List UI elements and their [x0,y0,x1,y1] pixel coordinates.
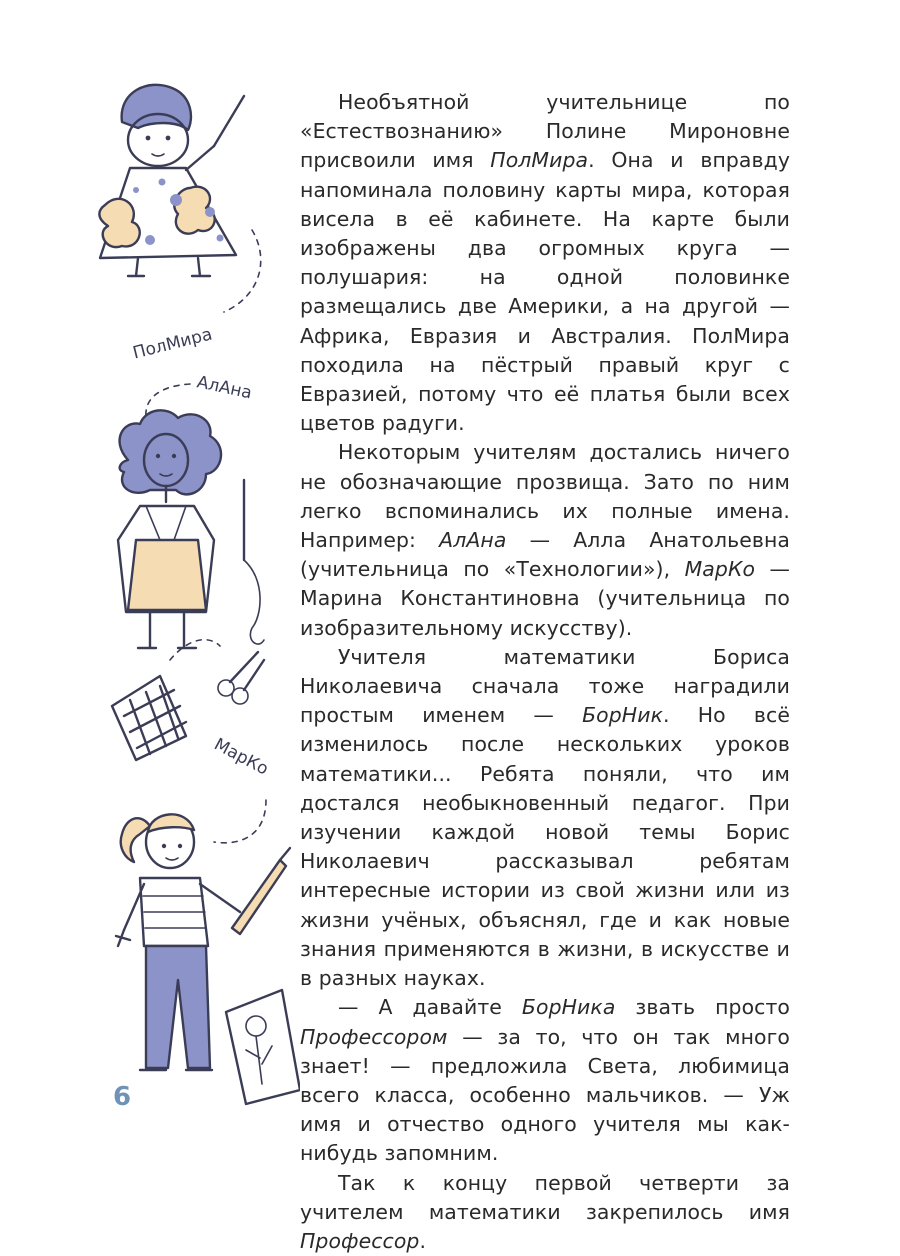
text-run: . Но всё изменилось после нескольких уроков математики... Ребята поняли, что им достался необыкновенный педагог. При изучении каждой новой темы Борис Николаевич рассказывал ребятам интересные истории из свой жизни или из жизни учёных, объяснял, где и как новые знания применяются в жизни, в искусстве и в разных науках. [300,703,791,991]
main-text [300,88,790,1256]
paragraph [300,643,790,993]
nickname-italic: БорНика [521,995,616,1020]
caption-alana: АлАна [195,372,254,404]
text-run: Некоторым учителям достались ничего не обозначающие прозвища. Зато по ним легко вспоминались их полные имена. Например: [300,440,790,553]
nickname-italic: ПолМира [490,148,589,173]
page-number: 6 [113,1082,132,1112]
text-run: Необъятной учительнице по «Естествознанию» Полине Мироновне присвоили имя [300,90,790,173]
paragraph [300,1169,790,1256]
nickname-italic: БорНик [582,703,663,728]
polmira-drawing [99,85,260,312]
text-run: Учителя математики Бориса Николаевича сначала тоже наградили простым именем — [300,644,790,728]
text-run: звать просто [615,995,791,1020]
alana-drawing [118,384,264,648]
text-run: — Алла Анатольевна (учительница по «Технологии»), [300,528,790,582]
nickname-italic: Профессором [300,1024,448,1049]
illustration-column [0,0,300,1200]
paragraph [300,438,790,642]
fabric-and-scissors-drawing [112,640,264,760]
text-run: . [419,1228,427,1253]
nickname-italic: АлАна [439,528,507,553]
caption-polmira: ПолМира [130,324,215,364]
nickname-italic: МарКо [684,557,756,582]
nickname-italic: Профессор [300,1228,420,1253]
text-run: . Она и вправду напоминала половину карты мира, которая висела в её кабинете. На карте были изображены два огромных круга — полушария: на одной половинке размещались две Америки, а на другой — Африка, Евразия и Австралия. ПолМира походила на пёстрый правый круг с Евразией, потому что её платья были всех цветов радуги. [300,148,790,436]
text-run: — А давайте [338,995,522,1020]
text-run: — Марина Константиновна (учительница по изобразительному искусству). [300,557,791,640]
paragraph [300,993,790,1168]
text-run: Так к концу первой четверти за учителем математики закрепилось имя [300,1170,790,1224]
marko-drawing [116,800,300,1104]
text-run: — за то, что он так много знает! — предложила Света, любимица всего класса, особенно мальчиков. — Уж имя и отчество одного учителя мы как-нибудь запомним. [300,1024,790,1166]
caption-marko: МарКо [210,734,272,780]
paragraph [300,88,790,438]
